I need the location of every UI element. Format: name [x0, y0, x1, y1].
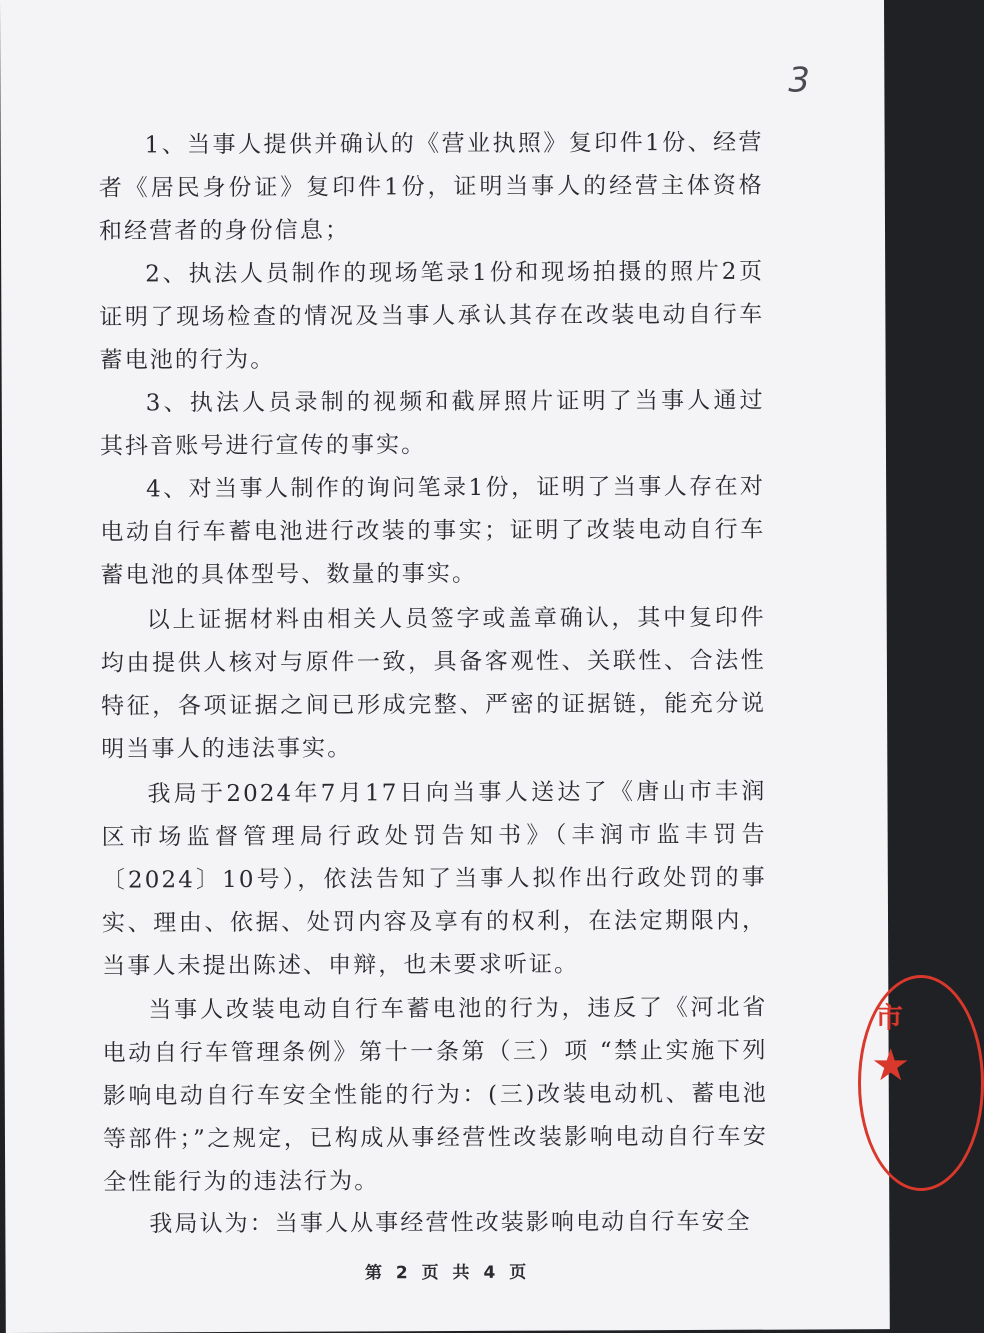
paragraph-evidence-2: 2、执法人员制作的现场笔录1份和现场拍摄的照片2页证明了现场检查的情况及当事人承认其存在改装电动自行车蓄电池的行为。 [99, 258, 765, 374]
seal-text: 市 [875, 1001, 904, 1034]
seal-star-icon: ★ [871, 1040, 911, 1091]
paragraph-conclusion: 我局认为：当事人从事经营性改装影响电动自行车安全 [149, 1208, 752, 1238]
official-seal [858, 975, 984, 1191]
paragraph-evidence-1: 1、当事人提供并确认的《营业执照》复印件1份、经营者《居民身份证》复印件1份，证明当事人的经营主体资格和经营者的身份信息； [98, 129, 764, 245]
paragraph-evidence-3: 3、执法人员录制的视频和截屏照片证明了当事人通过其抖音账号进行宣传的事实。 [99, 387, 765, 460]
paragraph-notice: 我局于2024年7月17日向当事人送达了《唐山市丰润区市场监督管理局行政处罚告知书》（丰润市监丰罚告〔2024〕10号），依法告知了当事人拟作出行政处罚的事实、理由、依据、处罚内容及享有的权利，在法定期限内，当事人未提出陈述、申辩，也未要求听证。 [101, 778, 768, 980]
page-footer: 第 2 页 共 4 页 [364, 1262, 531, 1284]
paragraph-evidence-summary: 以上证据材料由相关人员签字或盖章确认，其中复印件均由提供人核对与原件一致，具备客观性、关联性、合法性特征，各项证据之间已形成完整、严密的证据链，能充分说明当事人的违法事实。 [100, 604, 767, 763]
handwritten-page-number: 3 [788, 60, 811, 101]
paragraph-violation: 当事人改装电动自行车蓄电池的行为，违反了《河北省电动自行车管理条例》第十一条第（三）项 “禁止实施下列影响电动自行车安全性能的行为：(三)改装电动机、蓄电池等部件；”之规定，已构成从事经营性改装影响电动自行车安全性能行为的违法行为。 [102, 994, 769, 1196]
paragraph-evidence-4: 4、对当事人制作的询问笔录1份，证明了当事人存在对电动自行车蓄电池进行改装的事实；证明了改装电动自行车蓄电池的具体型号、数量的事实。 [100, 473, 766, 589]
